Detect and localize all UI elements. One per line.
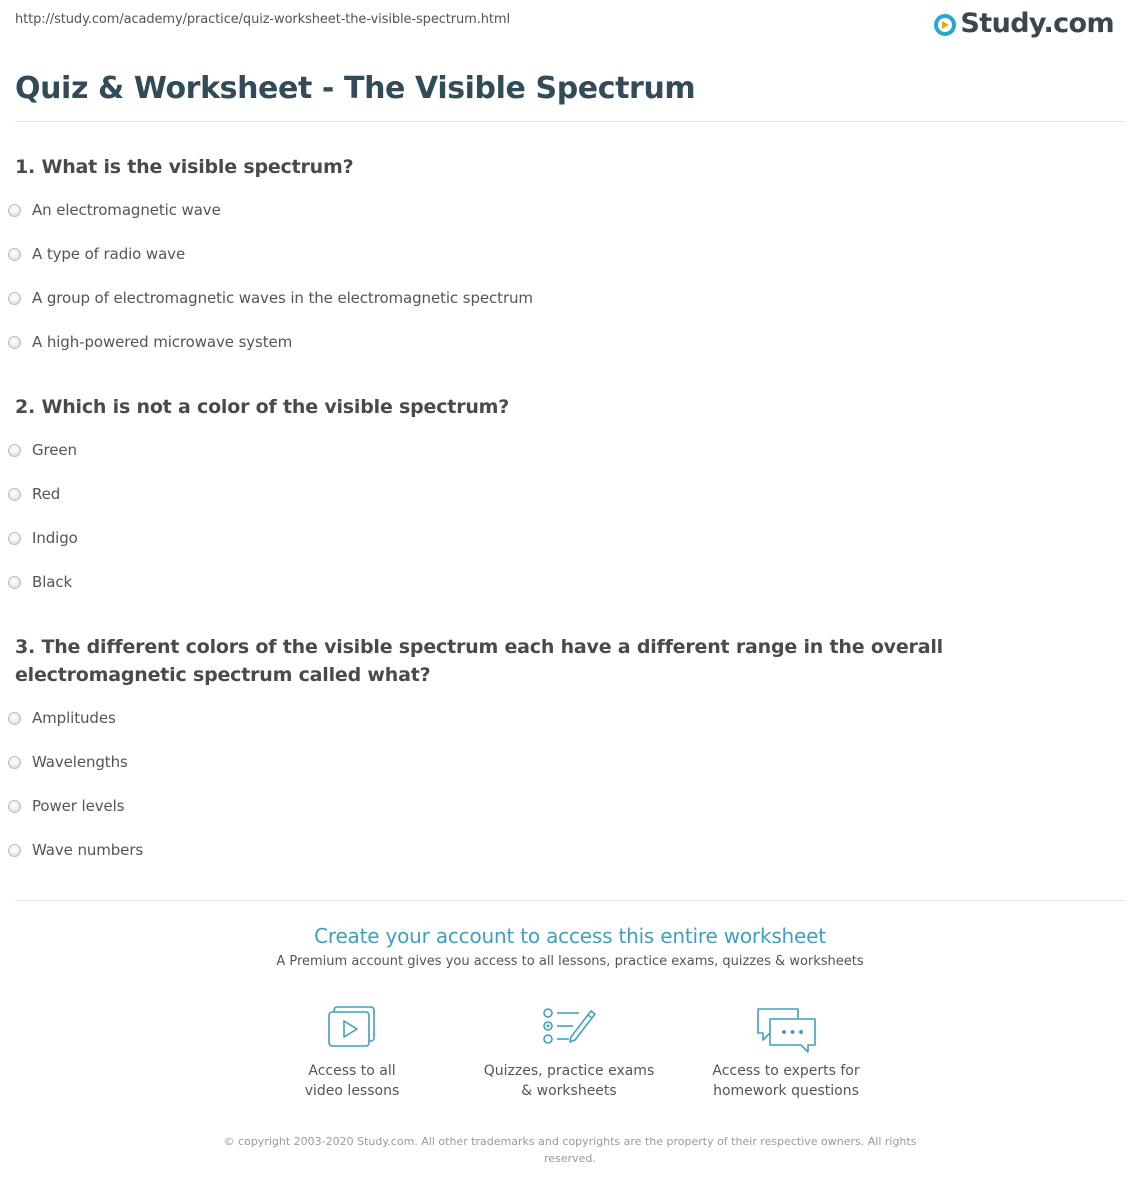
feature-label-line: & worksheets bbox=[521, 1083, 617, 1099]
copyright-notice bbox=[210, 1133, 930, 1167]
section-divider bbox=[15, 900, 1125, 901]
copyright-line: © copyright 2003-2020 Study.com. All other trademarks and copyrights are the property of their respective owners. All rights bbox=[223, 1135, 917, 1148]
feature-label-line: video lessons bbox=[304, 1083, 400, 1099]
question-text: 2. Which is not a color of the visible spectrum? bbox=[15, 396, 510, 418]
answer-option[interactable] bbox=[8, 243, 185, 265]
video-lessons-icon bbox=[326, 1005, 378, 1049]
radio-button[interactable] bbox=[8, 444, 21, 457]
answer-text: Amplitudes bbox=[32, 709, 116, 727]
radio-button[interactable] bbox=[8, 488, 21, 501]
answer-text: Wave numbers bbox=[32, 841, 144, 859]
answer-option[interactable] bbox=[8, 795, 124, 817]
answer-text: Black bbox=[32, 573, 73, 591]
feature-experts bbox=[686, 1005, 886, 1101]
quiz-checklist-icon bbox=[541, 1005, 597, 1049]
logo-text: Study.com bbox=[960, 8, 1114, 39]
cta-subtitle: A Premium account gives you access to all lessons, practice exams, quizzes & worksheets bbox=[276, 954, 864, 969]
answer-text: Power levels bbox=[32, 797, 125, 815]
title-divider bbox=[15, 121, 1125, 122]
feature-label bbox=[469, 1061, 669, 1101]
page-url: http://study.com/academy/practice/quiz-worksheet-the-visible-spectrum.html bbox=[15, 12, 510, 27]
answer-text: Green bbox=[32, 441, 77, 459]
question-3 bbox=[15, 633, 1080, 689]
answer-text: Red bbox=[32, 485, 61, 503]
radio-button[interactable] bbox=[8, 336, 21, 349]
answer-text: Wavelengths bbox=[32, 753, 128, 771]
radio-button[interactable] bbox=[8, 532, 21, 545]
feature-label-line: Quizzes, practice exams bbox=[483, 1063, 655, 1079]
feature-label-line: homework questions bbox=[713, 1083, 859, 1099]
radio-button[interactable] bbox=[8, 248, 21, 261]
feature-label-line: Access to all bbox=[308, 1063, 396, 1079]
answer-option[interactable] bbox=[8, 287, 533, 309]
copyright-line: reserved. bbox=[544, 1152, 596, 1165]
play-circle-icon bbox=[934, 14, 956, 36]
question-1 bbox=[15, 153, 1080, 181]
radio-button[interactable] bbox=[8, 844, 21, 857]
feature-label-line: Access to experts for bbox=[712, 1063, 860, 1079]
question-text: 1. What is the visible spectrum? bbox=[15, 156, 354, 178]
answer-option[interactable] bbox=[8, 199, 221, 221]
answer-text: Indigo bbox=[32, 529, 78, 547]
page-title: Quiz & Worksheet - The Visible Spectrum bbox=[15, 71, 696, 106]
radio-button[interactable] bbox=[8, 800, 21, 813]
study-logo[interactable] bbox=[934, 8, 1114, 39]
cta-title-link[interactable]: Create your account to access this entire worksheet bbox=[314, 924, 826, 948]
radio-button[interactable] bbox=[8, 756, 21, 769]
question-text: 3. The different colors of the visible spectrum each have a different range in the overall electromagnetic spectrum called what? bbox=[15, 636, 943, 686]
radio-button[interactable] bbox=[8, 204, 21, 217]
feature-video-lessons bbox=[252, 1005, 452, 1101]
answer-option[interactable] bbox=[8, 571, 72, 593]
question-2 bbox=[15, 393, 1080, 421]
answer-option[interactable] bbox=[8, 439, 77, 461]
answer-option[interactable] bbox=[8, 331, 292, 353]
answer-option[interactable] bbox=[8, 483, 60, 505]
answer-option[interactable] bbox=[8, 839, 143, 861]
feature-label bbox=[686, 1061, 886, 1101]
feature-label bbox=[252, 1061, 452, 1101]
radio-button[interactable] bbox=[8, 292, 21, 305]
answer-text: A type of radio wave bbox=[32, 245, 186, 263]
answer-text: A group of electromagnetic waves in the electromagnetic spectrum bbox=[32, 289, 533, 307]
answer-option[interactable] bbox=[8, 527, 78, 549]
answer-text: An electromagnetic wave bbox=[32, 201, 221, 219]
answer-option[interactable] bbox=[8, 751, 128, 773]
feature-quizzes bbox=[469, 1005, 669, 1101]
radio-button[interactable] bbox=[8, 576, 21, 589]
answer-option[interactable] bbox=[8, 707, 116, 729]
chat-bubbles-icon bbox=[754, 1005, 818, 1055]
radio-button[interactable] bbox=[8, 712, 21, 725]
answer-text: A high-powered microwave system bbox=[32, 333, 293, 351]
